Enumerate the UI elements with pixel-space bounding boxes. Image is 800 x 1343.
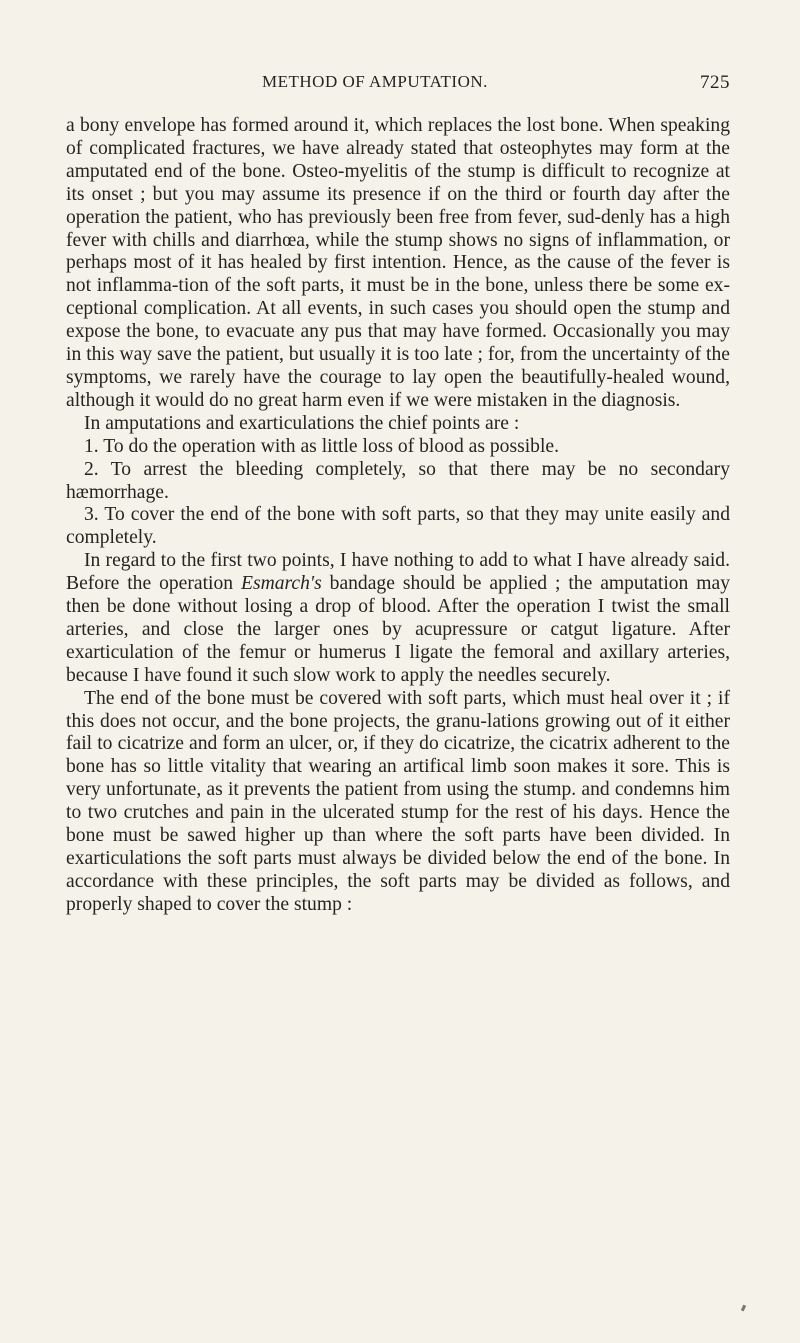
body-text [66,115,730,917]
running-title: METHOD OF AMPUTATION. [262,72,488,91]
esmarch-name: Esmarch's [240,573,322,595]
paragraph-text-end: bandage should be applied ; the amputation may then be done without losing a drop of blood. After the operation I twist the small arteries, and close the larger ones by acupressure or catgut ligature. After exarticulation of the femur or humerus I ligate the femoral and axillary arteries, because I have found it such slow work to apply the needles securely. [66,573,731,686]
book-page [66,0,730,917]
list-item-3: 3. To cover the end of the bone with soft parts, so that they may unite easily and completely. [66,504,730,549]
page-header [66,72,730,112]
stray-ink-mark [741,1305,746,1312]
paragraph-text-start: In regard to the first two points, I have nothing to add to what I have already said. Before the operation [66,550,730,595]
list-item-2: 2. To arrest the bleeding completely, so that there may be no secondary hæmorrhage. [66,458,730,503]
paragraph-osteomyelitis: a bony envelope has formed around it, which replaces the lost bone. When speaking of complicated fractures, we have already stated that osteophytes may form at the amputated end of the bone. Osteo-myelitis of the stump is difficult to recognize at its onset ; but you may assume its presence if on the third or fourth day after the operation the patient, who has previously been free from fever, sud-denly has a high fever with chills and diarrhœa, while the stump shows no signs of inflammation, or perhaps most of it has healed by first intention. Hence, as the cause of the fever is not inflamma-tion of the soft parts, it must be in the bone, unless there be some ex-ceptional complication. At all events, in such cases you should open the stump and expose the bone, to evacuate any pus that may have formed. Occasionally you may in this way save the patient, but usually it is too late ; for, from the uncertainty of the symptoms, we rarely have the courage to lay open the beautifully-healed wound, although it would do no great harm even if we were mistaken in the diagnosis. [66,115,730,411]
paragraph-first-two-points [66,550,730,687]
paragraph-bone-covering: The end of the bone must be covered with soft parts, which must heal over it ; if this does not occur, and the bone projects, the granu-lations growing out of it either fail to cicatrize and form an ulcer, or, if they do cicatrize, the cicatrix adherent to the bone has so little vitality that wearing an artifical limb soon makes it sore. This is very unfortunate, as it prevents the patient from using the stump. and condemns him to two crutches and pain in the ulcerated stump for the rest of his days. Hence the bone must be sawed higher up than where the soft parts have been divided. In exarticulations the soft parts must always be divided below the end of the bone. In accordance with these principles, the soft parts may be divided as follows, and properly shaped to cover the stump : [66,687,730,915]
list-item-1: 1. To do the operation with as little loss of blood as possible. [84,435,560,457]
page-number: 725 [700,72,730,93]
paragraph-chief-points: In amputations and exarticulations the chief points are : [84,412,520,434]
